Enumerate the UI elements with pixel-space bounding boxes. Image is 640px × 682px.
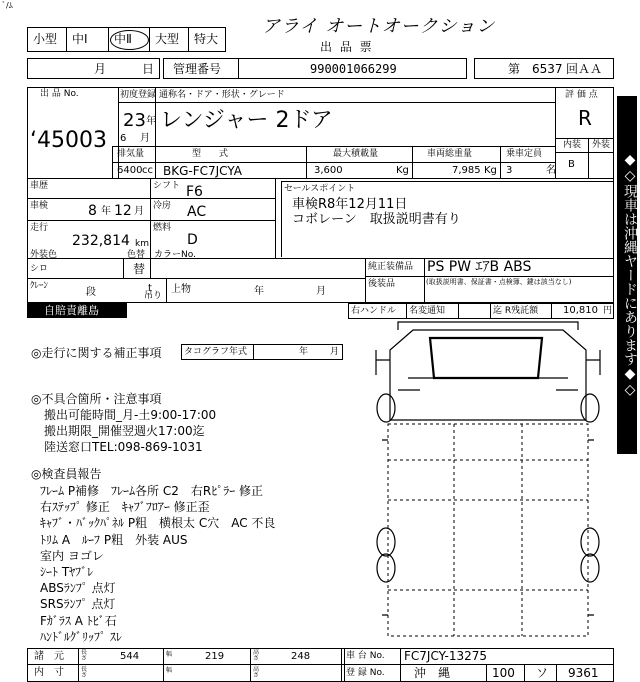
crane-stage: 段 <box>86 287 96 298</box>
retrofit-label: 後装品 <box>368 279 396 289</box>
displacement-unit: cc <box>142 165 153 176</box>
selected-size-circle <box>110 30 149 50</box>
interior-label: 内装 <box>563 140 582 150</box>
dimensions-label: 諸 元 <box>34 651 64 662</box>
sales-point-label: セールスポイント <box>284 184 356 194</box>
gross-weight-label: 車両総重量 <box>427 149 473 159</box>
inspector-line: ﾊﾝﾄﾞﾙｸﾞﾘｯﾌﾟ ｽﾚ <box>40 629 122 644</box>
inner-dims-label: 内 寸 <box>34 667 64 678</box>
gross-weight: 7,985 <box>452 165 481 176</box>
inner-height-label: 高さ <box>253 666 260 679</box>
dims-height-label: 高さ <box>253 649 260 662</box>
defect-line: 搬出期限_開催翌週火17:00迄 <box>44 424 205 438</box>
crane-tons: t <box>148 283 152 294</box>
capacity-unit: 名 <box>546 165 556 176</box>
inspection-month-unit: 月 <box>134 206 144 217</box>
tax-amount: 10,810 <box>563 305 598 316</box>
inspector-line: ABSﾗﾝﾌﾟ 点灯 <box>40 581 116 596</box>
crane-label: ｸﾚｰﾝ <box>30 281 49 291</box>
lot-label: 出 品 No. <box>40 89 79 99</box>
exterior-label: 外装 <box>592 140 611 150</box>
defects-title: ◎不具合箇所・注意事項 <box>31 392 162 406</box>
registration-year-unit: 年 <box>146 116 156 127</box>
mileage-unit: km <box>135 239 149 249</box>
document-title: 出 品 票 <box>320 40 374 54</box>
retrofit-note: (取扱説明書、保証書・点検簿、鍵は該当なし) <box>426 278 572 286</box>
session-prefix: 第 <box>508 62 521 76</box>
car-name-header: 通称名・ドア・形状・グレード <box>159 90 285 100</box>
inspection-label: 車検 <box>30 201 49 211</box>
inspector-line: ﾌﾚｰﾑ P補修 ﾌﾚｰﾑ各所 C2 右Rﾋﾟﾗｰ 修正 <box>40 484 264 498</box>
odometer-note: ◎走行に関する補正事項 <box>31 346 162 360</box>
capacity: 3 <box>506 165 513 176</box>
color-value: シロ <box>30 264 49 274</box>
displacement-label: 排気量 <box>117 149 145 159</box>
dims-width-label: 幅 <box>166 651 173 658</box>
side-banner-text: ◆◇現車は沖縄ヤードにあります◆◇ <box>622 152 638 398</box>
inspection-year: 8 <box>88 203 97 219</box>
top-month: 月 <box>316 286 326 297</box>
defect-line: 搬出可能時間_月-土9:00-17:00 <box>44 408 217 422</box>
ac-value: AC <box>187 204 207 220</box>
grade-label: 評 価 点 <box>565 90 598 100</box>
mileage: 232,814 <box>72 233 130 249</box>
tacho-year-unit: 年 <box>299 347 309 357</box>
equipment-value: PS PW ｴｱB ABS <box>427 259 532 275</box>
top-label: 上物 <box>171 284 191 295</box>
fuel-label: 燃料 <box>153 223 172 233</box>
size-option-2: 中Ⅰ <box>72 32 88 46</box>
size-option-3: 中Ⅱ <box>114 32 132 46</box>
repaint-label: 色替 <box>127 250 146 260</box>
shift-label: シフト <box>153 181 181 191</box>
crane-hook: 吊り <box>144 291 163 301</box>
inner-width-label: 幅 <box>166 667 173 674</box>
sales-point-1: 車検R8年12月11日 <box>292 197 408 212</box>
plate-class: 100 <box>492 666 515 680</box>
size-option-5: 特大 <box>194 32 219 46</box>
plate-label: 登 録 No. <box>346 668 385 678</box>
gross-weight-unit: Kg <box>484 165 497 176</box>
inspector-line: Fｶﾞﾗｽ A ﾄﾋﾞ石 <box>40 613 117 628</box>
dims-width: 219 <box>205 651 225 662</box>
chassis-label: 車 台 No. <box>346 651 385 661</box>
equipment-label: 純正装備品 <box>368 262 414 272</box>
management-number: 990001066299 <box>310 62 397 76</box>
ac-label: 冷房 <box>153 201 172 211</box>
dims-length: 544 <box>120 651 140 662</box>
tacho-label: タコグラフ年式 <box>184 347 248 357</box>
inner-length-label: 長さ <box>81 666 88 679</box>
inspector-line: ｼｰﾄ Tﾔﾌﾞﾚ <box>40 565 94 579</box>
top-year: 年 <box>254 286 264 297</box>
first-registration-header: 初度登録 <box>120 90 157 100</box>
session-suffix: 回ＡＡ <box>566 62 603 76</box>
registration-year: 23 <box>123 110 146 131</box>
region-text: 自賠責離島 <box>44 304 99 317</box>
chassis-number: FC7JCY-13275 <box>404 649 488 663</box>
inspector-line: 右ｽﾃｯﾌﾟ 修正 ｷｬﾌﾞﾌﾛｱｰ 修正歪 <box>40 500 210 515</box>
defect-line: 陸送窓口TEL:098-869-1031 <box>44 440 203 454</box>
tacho-month-unit: 月 <box>330 347 340 357</box>
history-label: 車歴 <box>30 181 49 191</box>
month-label: 月 <box>94 62 107 76</box>
management-label: 管理番号 <box>173 62 222 76</box>
session-number: 6537 <box>532 62 563 76</box>
inspector-title: ◎検査員報告 <box>31 467 102 481</box>
plate-kana: ソ <box>536 666 549 680</box>
registration-month: 6 <box>120 133 127 144</box>
dims-length-label: 長さ <box>81 649 88 662</box>
color-label: 外装色 <box>30 250 58 260</box>
inspector-line: ﾄﾘﾑ A ﾙｰﾌ P粗 外装 AUS <box>40 532 188 547</box>
dims-height: 248 <box>291 651 311 662</box>
plate-region: 沖 縄 <box>414 666 451 680</box>
max-load-unit: Kg <box>396 165 409 176</box>
model-label: 型 式 <box>192 149 229 159</box>
fuel-value: D <box>187 232 198 248</box>
name-change-label: 名変通知 <box>409 306 446 316</box>
registration-month-unit: 月 <box>140 133 150 144</box>
plate-number: 9361 <box>568 666 599 680</box>
repaint-value: 替 <box>133 262 146 276</box>
max-load-label: 最大積載量 <box>333 149 379 159</box>
handle-side: 右ハンドル <box>351 306 397 316</box>
corner-mark: ﾞ/ﾑ <box>2 1 13 10</box>
evaluation-grade: R <box>578 106 592 130</box>
truck-diagram <box>368 320 608 650</box>
capacity-label: 乗車定員 <box>506 149 543 159</box>
size-option-1: 小型 <box>33 32 58 46</box>
car-name: レンジャー 2ドア <box>160 108 333 133</box>
day-label: 日 <box>142 62 155 76</box>
mileage-label: 走行 <box>30 223 49 233</box>
interior-grade: B <box>568 159 575 170</box>
max-load: 3,600 <box>314 165 343 176</box>
lot-number: ‘45003 <box>30 128 107 153</box>
size-option-4: 大型 <box>155 32 180 46</box>
inspection-month: 12 <box>114 203 132 219</box>
company-name: アライ オートオークション <box>262 16 496 37</box>
shift-value: F6 <box>186 184 203 200</box>
sales-point-2: コボレーン 取扱説明書有り <box>292 212 461 227</box>
color-number-label: カラーNo. <box>154 250 196 260</box>
inspector-line: 室内 ヨゴレ <box>40 548 104 563</box>
tax-unit: 円 <box>603 306 613 316</box>
inspector-line: ｷｬﾌﾞ・ﾊﾞｯｸﾊﾟﾈﾙ P粗 横根太 C穴 AC 不良 <box>40 516 276 531</box>
displacement: 6400 <box>117 165 143 176</box>
inspector-line: SRSﾗﾝﾌﾟ 点灯 <box>40 597 116 612</box>
inspection-year-unit: 年 <box>101 206 111 217</box>
model-code: BKG-FC7JCYA <box>163 164 242 178</box>
tax-label: 迄 R残託額 <box>493 306 539 316</box>
